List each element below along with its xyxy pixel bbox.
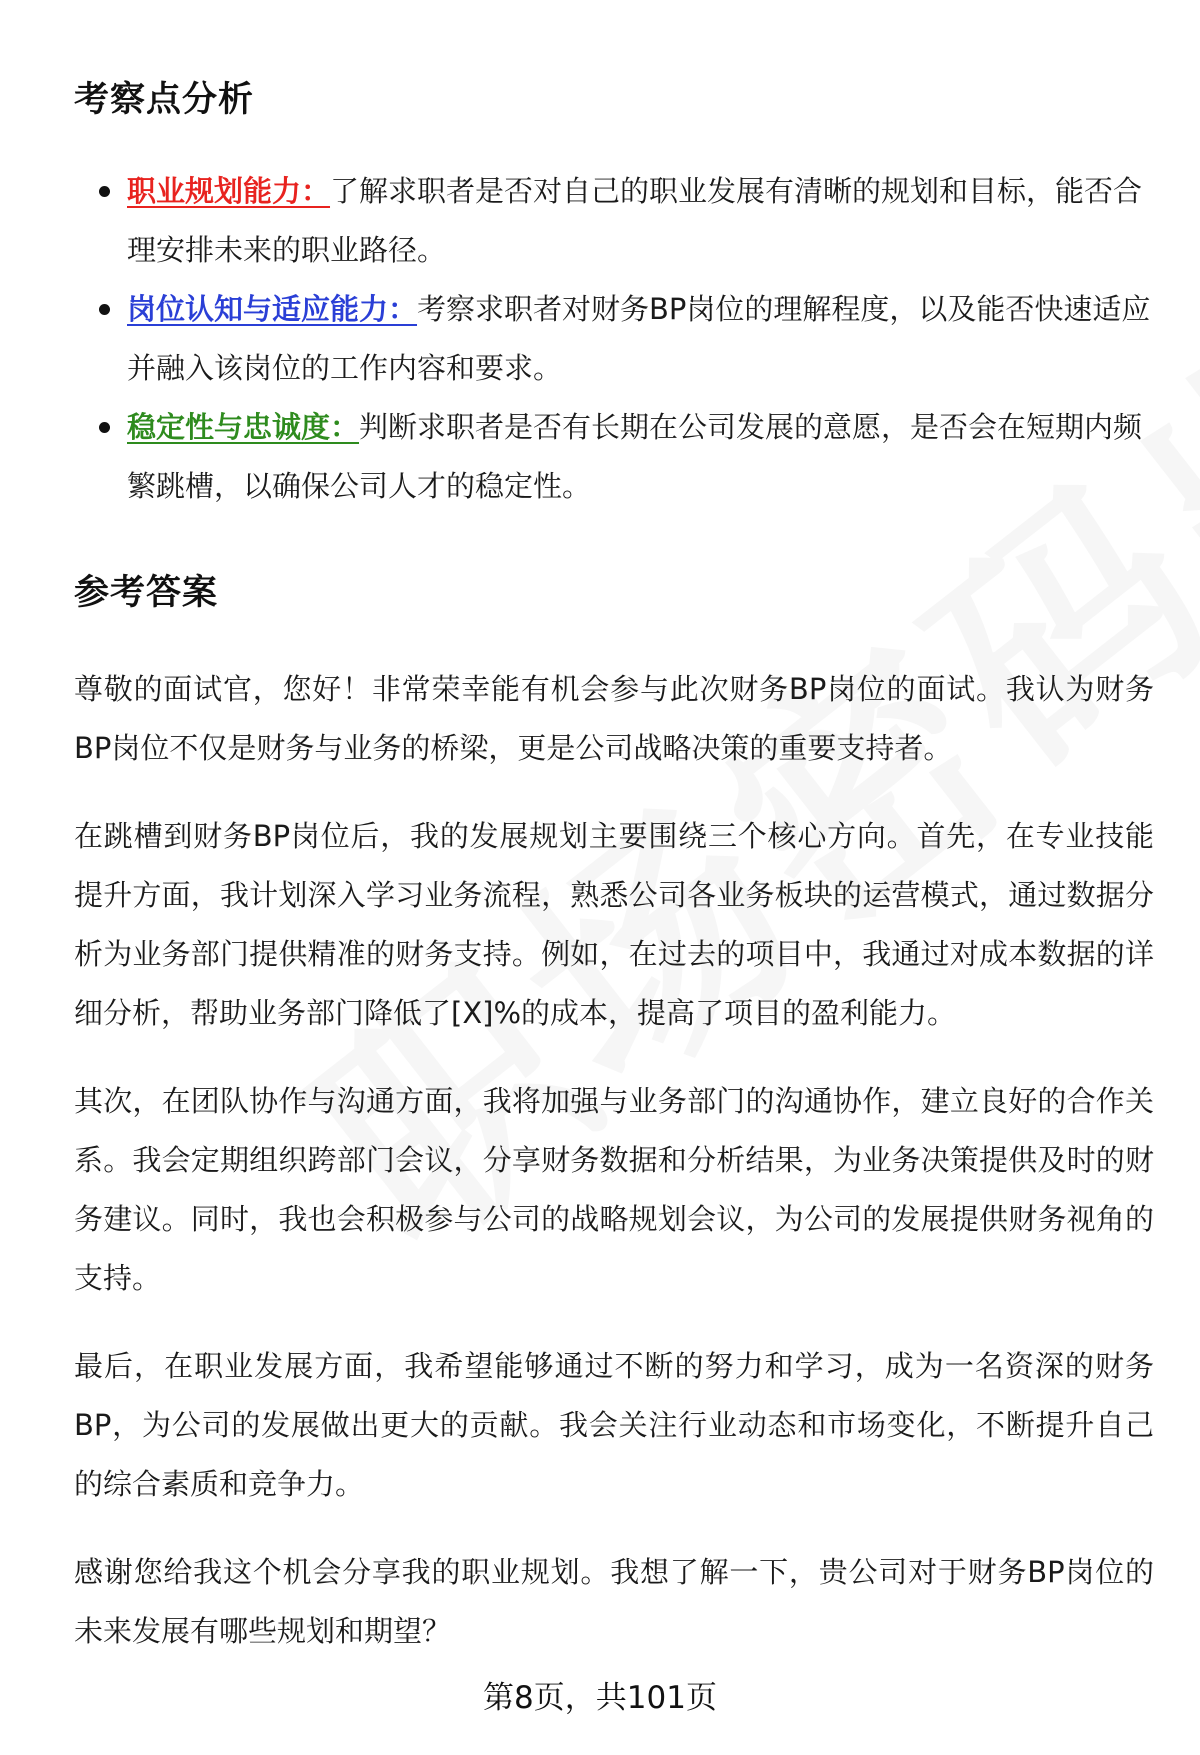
section-title-analysis: 考察点分析 [74, 80, 255, 120]
point-keyword: 岗位认知与适应能力： [127, 292, 418, 326]
answer-body [74, 660, 1154, 1690]
section-title-answer: 参考答案 [74, 573, 219, 613]
list-item [74, 162, 1154, 280]
bullet-icon [99, 186, 110, 197]
point-text: 考察求职者对财务BP岗位的理解程度，以及能否快速适应并融入该岗位的工作内容和要求。 [127, 292, 1151, 385]
bullet-icon [99, 422, 110, 433]
list-item [74, 280, 1154, 398]
analysis-points-list [74, 162, 1154, 516]
point-keyword: 职业规划能力： [127, 174, 331, 208]
answer-paragraph: 在跳槽到财务BP岗位后，我的发展规划主要围绕三个核心方向。首先，在专业技能提升方面，我计划深入学习业务流程，熟悉公司各业务板块的运营模式，通过数据分析为业务部门提供精准的财务支持。例如，在过去的项目中，我通过对成本数据的详细分析，帮助业务部门降低了[X]%的成本，提高了项目的盈利能力。 [74, 819, 1154, 1030]
answer-paragraph: 尊敬的面试官，您好！非常荣幸能有机会参与此次财务BP岗位的面试。我认为财务BP岗位不仅是财务与业务的桥梁，更是公司战略决策的重要支持者。 [74, 672, 1154, 765]
point-text: 了解求职者是否对自己的职业发展有清晰的规划和目标，能否合理安排未来的职业路径。 [127, 174, 1143, 267]
point-keyword: 稳定性与忠诚度： [127, 410, 360, 444]
list-item [74, 398, 1154, 516]
answer-paragraph: 最后，在职业发展方面，我希望能够通过不断的努力和学习，成为一名资深的财务BP，为公司的发展做出更大的贡献。我会关注行业动态和市场变化，不断提升自己的综合素质和竞争力。 [74, 1349, 1154, 1501]
answer-paragraph: 其次，在团队协作与沟通方面，我将加强与业务部门的沟通协作，建立良好的合作关系。我会定期组织跨部门会议，分享财务数据和分析结果，为业务决策提供及时的财务建议。同时，我也会积极参与公司的战略规划会议，为公司的发展提供财务视角的支持。 [74, 1084, 1154, 1295]
answer-paragraph: 感谢您给我这个机会分享我的职业规划。我想了解一下，贵公司对于财务BP岗位的未来发展有哪些规划和期望？ [74, 1555, 1154, 1648]
page-number: 第8页，共101页 [483, 1680, 717, 1716]
bullet-icon [99, 304, 110, 315]
point-text: 判断求职者是否有长期在公司发展的意愿，是否会在短期内频繁跳槽，以确保公司人才的稳定性。 [127, 410, 1143, 503]
